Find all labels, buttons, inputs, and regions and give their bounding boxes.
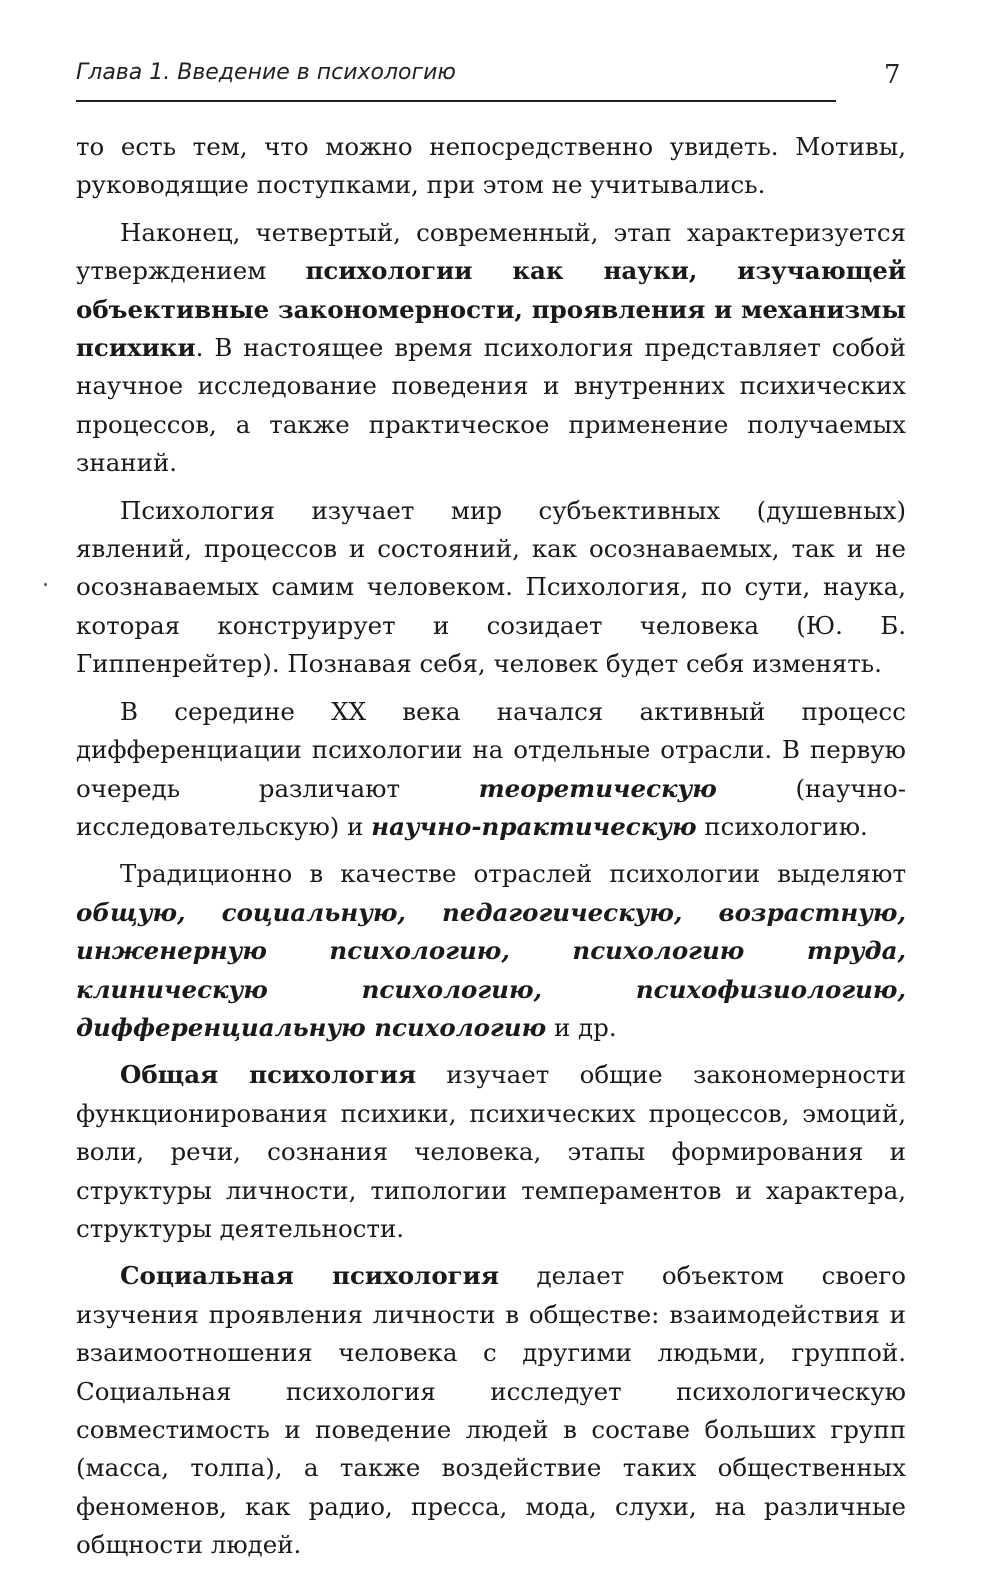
bold-phrase: психологии как науки, изучающей объективные закономерности, проявления и механизмы психики: [76, 256, 906, 363]
page-number: 7: [884, 60, 901, 90]
running-title: Глава 1. Введение в психологию: [76, 60, 456, 85]
paragraph-5: Традиционно в качестве отраслей психологии выделяют общую, социальную, педагогическую, возрастную, инженерную психологию, психологию труда, клиническую психологию, психофизиологию, дифференциальную психологию и др.: [76, 859, 906, 1042]
running-header: [76, 56, 836, 102]
bold-italic-term: научно-практическую: [371, 811, 697, 841]
paragraph-1: то есть тем, что можно непосредственно увидеть. Мотивы, руководящие поступками, при этом не учитывались.: [76, 132, 906, 200]
bold-term: Общая психология: [120, 1060, 417, 1090]
paragraph-7: Социальная психология делает объектом своего изучения проявления личности в обществе: взаимодействия и взаимоотношения человека с другими людьми, группой. Социальная психология исследует психологическую совместимость и поведение людей в составе больших групп (масса, толпа), а также воздействие таких общественных феноменов, как радио, пресса, мода, слухи, на различные общности людей.: [76, 1261, 906, 1560]
paragraph-2: Наконец, четвертый, современный, этап характеризуется утверждением психологии как науки, изучающей объективные закономерности, проявления и механизмы психики. В настоящее время психология представляет собой научное исследование поведения и внутренних психических процессов, а также практическое применение получаемых знаний.: [76, 217, 906, 478]
body-text: [76, 128, 906, 1574]
bold-term: Социальная психология: [120, 1261, 499, 1291]
bold-italic-term-list: общую, социальную, педагогическую, возрастную, инженерную психологию, психологию труда, клиническую психологию, психофизиологию, дифференциальную психологию: [76, 897, 906, 1042]
paragraph-4: В середине XX века начался активный процесс дифференциации психологии на отдельные отрасли. В первую очередь различают теоретическую (научно-исследовательскую) и научно-практическую психологию.: [76, 696, 906, 841]
bold-italic-term: теоретическую: [478, 773, 717, 803]
paragraph-3: Психология изучает мир субъективных (душевных) явлений, процессов и состояний, как осознаваемых, так и не осознаваемых самим человеком. Психология, по сути, наука, которая конструирует и созидает человека (Ю. Б. Гиппенрейтер). Познавая себя, человек будет себя изменять.: [76, 495, 906, 679]
paragraph-6: Общая психология изучает общие закономерности функционирования психики, психических процессов, эмоций, воли, речи, сознания человека, этапы формирования и структуры личности, типологии темпераментов и характера, структуры деятельности.: [76, 1060, 906, 1243]
margin-speck: [44, 583, 47, 586]
